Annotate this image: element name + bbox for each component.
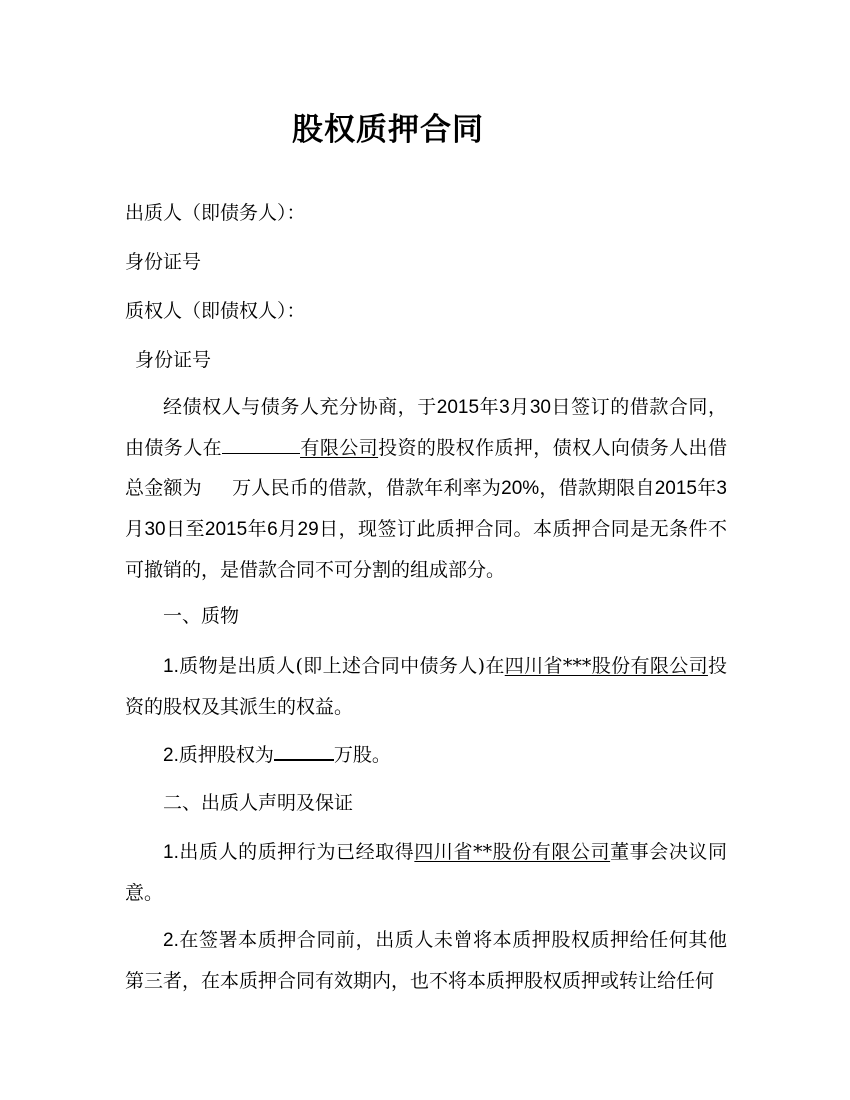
section-1-item-2: 2.质押股权为 万股。 (125, 735, 727, 776)
company-name: 有限公司 (300, 437, 379, 459)
company-name: 四川省**股份有限公司 (414, 841, 611, 863)
pledgee-id-label: 身份证号 (135, 349, 212, 371)
document-title: 股权质押合同 (292, 112, 484, 148)
pledgee-label: 质权人（即债权人）： (125, 300, 306, 322)
section-1-item-1: 1.质物是出质人(即上述合同中债务人)在四川省***股份有限公司投资的股权及其派生的权益。 (125, 655, 727, 718)
pledgor-id-label: 身份证号 (125, 251, 202, 273)
company-name: 四川省***股份有限公司 (504, 655, 708, 677)
pledgor-label: 出质人（即债务人）： (125, 202, 306, 224)
blank-company-field (222, 435, 300, 454)
section-2-item-1: 1.出质人的质押行为已经取得四川省**股份有限公司董事会决议同意。 (125, 841, 727, 904)
section-2-heading: 二、出质人声明及保证 (163, 792, 354, 814)
blank-shares-field (274, 741, 334, 761)
section-2-item-2: 2.在签署本质押合同前，出质人未曾将本质押股权质押给任何其他第三者，在本质押合同有效期内，也不将本质押股权质押或转让给任何 (125, 929, 727, 992)
preamble-paragraph: 经债权人与债务人充分协商，于2015年3月30日签订的借款合同，由债务人在 有限公司投资的股权作质押，债权人向债务人出借总金额为 万人民币的借款，借款年利率为20%，借款期限自2015年3月30日至2015年6月29日，现签订此质押合同。本质押合同是无条件不可撤销的，是借款合同不可分割的组成部分。 (125, 396, 727, 581)
section-1-heading: 一、质物 (163, 605, 240, 627)
